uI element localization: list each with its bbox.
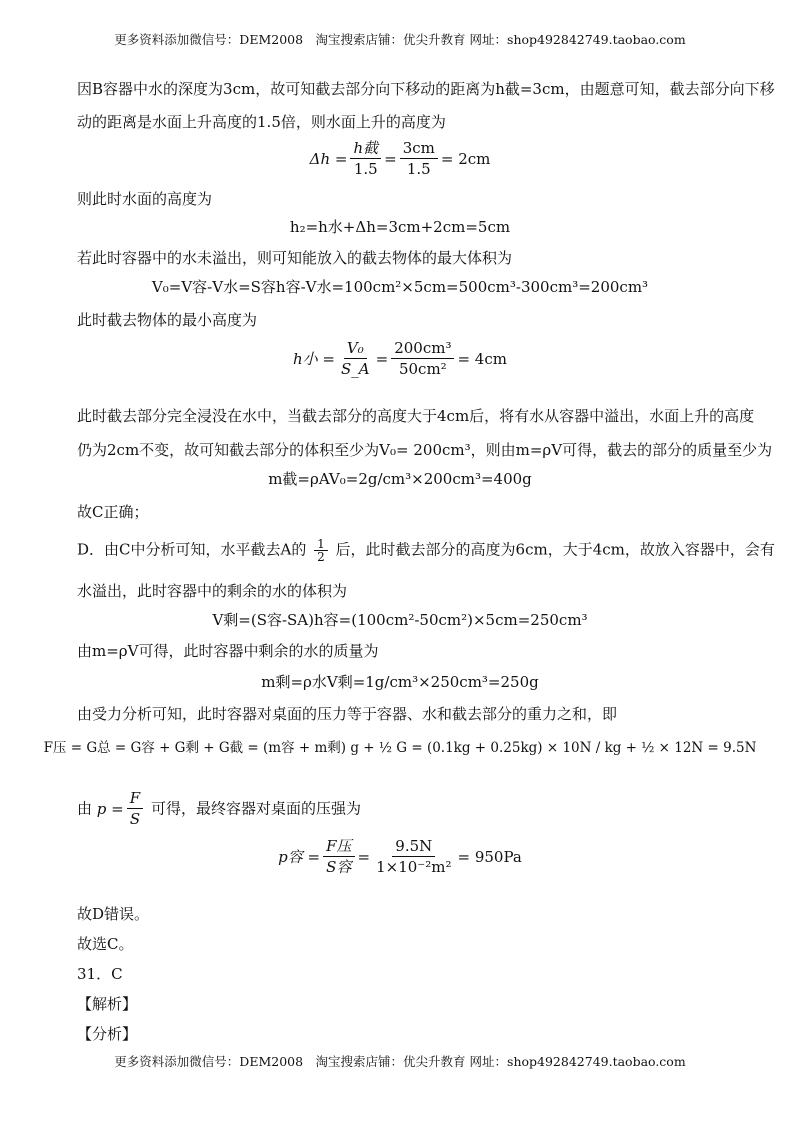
eq-lhs: p容 =	[278, 847, 321, 866]
text-line: 故D错误。	[77, 905, 150, 923]
text-line: 故C正确；	[77, 503, 149, 521]
text-segment: 由	[77, 799, 93, 818]
fraction	[391, 340, 454, 377]
eq-rhs: = 4cm	[457, 349, 507, 368]
text-line: 水溢出，此时容器中的剩余的水的体积为	[77, 582, 348, 600]
text-line: 由m=ρV可得，此时容器中剩余的水的质量为	[77, 642, 379, 660]
fraction	[373, 838, 454, 875]
numerator: 200cm³	[391, 340, 454, 359]
page-footer: 更多资料添加微信号：DEM2008 淘宝搜索店铺：优尖升教育 网址：shop492842749.taobao.com	[114, 1054, 686, 1069]
text-line: 动的距离是水面上升高度的1.5倍，则水面上升的高度为	[77, 113, 446, 131]
fraction	[400, 140, 438, 177]
numerator: 1	[314, 538, 328, 551]
equation-v-remaining: V剩=(S容-SA)h容=(100cm²-50cm²)×5cm=250cm³	[212, 611, 588, 629]
eq-lhs: Δh =	[309, 149, 348, 168]
equation-h-min: h小 = $\frac{\text{V₀}}{S\_A}$ = $\frac{\text{200cm³}}{\text{50cm²}}$ = 4cm	[293, 339, 507, 378]
section-label-fenxi: 【分析】	[77, 1025, 138, 1043]
numerator: 9.5N	[392, 838, 435, 857]
text-line: 由受力分析可知，此时容器对桌面的压力等于容器、水和截去部分的重力之和，即	[77, 705, 618, 723]
text-line: 此时截去物体的最小高度为	[77, 311, 258, 329]
eq-rhs: = 2cm	[440, 149, 491, 168]
text-segment: D．由C中分析可知，水平截去A的	[77, 540, 307, 559]
fraction	[350, 140, 381, 177]
text-line-with-fraction	[77, 537, 775, 564]
numerator: h截	[350, 140, 381, 159]
equation-m-remaining: m剩=ρ水V剩=1g/cm³×250cm³=250g	[261, 673, 539, 691]
denominator: S_A	[341, 360, 370, 378]
text-line: 仍为2cm不变，故可知截去部分的体积至少为V₀= 200cm³，则由m=ρV可得，截去的部分的质量至少为	[77, 441, 773, 459]
numerator: F压	[323, 838, 354, 857]
denominator: S容	[326, 858, 352, 876]
text-line: 若此时容器中的水未溢出，则可知能放入的截去物体的最大体积为	[77, 249, 513, 267]
eq-lhs: h小 =	[293, 349, 335, 368]
text-line: 故选C。	[77, 935, 134, 953]
numerator: 3cm	[400, 140, 438, 159]
denominator: 1×10⁻²m²	[376, 858, 452, 876]
equation-pressure: p容 = $\frac{\text{F压}}{\text{S容}}$ = $\frac{9.5N}{\text{1×10⁻²m²}}$ = 950Pa	[278, 837, 522, 876]
eq-lhs: p =	[96, 799, 124, 818]
page-header: 更多资料添加微信号：DEM2008 淘宝搜索店铺：优尖升教育 网址：shop492842749.taobao.com	[114, 32, 686, 47]
numerator: V₀	[344, 340, 367, 359]
equation-p	[97, 790, 146, 827]
fraction	[323, 838, 354, 875]
denominator: 50cm²	[398, 360, 447, 378]
equation-v0: V₀=V容-V水=S容h容-V水=100cm²×5cm=500cm³-300cm³=200cm³	[151, 278, 649, 296]
equation-m-cut: m截=ρAV₀=2g/cm³×200cm³=400g	[268, 470, 532, 488]
text-line: 因B容器中水的深度为3cm，故可知截去部分向下移动的距离为h截=3cm，由题意可知，截去部分向下移	[77, 80, 775, 98]
fraction	[127, 790, 143, 827]
text-line: 此时截去部分完全浸没在水中，当截去部分的高度大于4cm后，将有水从容器中溢出，水面上升的高度	[77, 407, 755, 425]
denominator: S	[129, 810, 141, 828]
denominator: 1.5	[406, 160, 431, 178]
question-number: 31．C	[77, 965, 123, 983]
equation-h2: h₂=h水+Δh=3cm+2cm=5cm	[289, 218, 511, 236]
numerator: F	[127, 790, 143, 809]
denominator: 2	[317, 550, 325, 564]
text-segment: 可得，最终容器对桌面的压强为	[150, 799, 361, 818]
fraction-half	[314, 538, 328, 563]
fraction	[338, 340, 373, 377]
equation-delta-h: Δh = $\frac{\text{h截}}{1.5}$ = $\frac{3cm}{1.5}$ = 2cm	[309, 139, 491, 178]
equation-force: F压 = G总 = G容 + G剩 + G截 = (m容 + m剩) g + ½ G = (0.1kg + 0.25kg) × 10N / kg + ½ × 12N = 9.5N	[43, 740, 757, 756]
text-segment: 后，此时截去部分的高度为6cm，大于4cm，故放入容器中，会有	[335, 540, 775, 559]
section-label-analysis: 【解析】	[77, 995, 138, 1013]
denominator: 1.5	[353, 160, 378, 178]
text-line-with-fraction	[77, 790, 723, 827]
eq-rhs: = 950Pa	[457, 847, 522, 866]
text-line: 则此时水面的高度为	[77, 190, 213, 208]
